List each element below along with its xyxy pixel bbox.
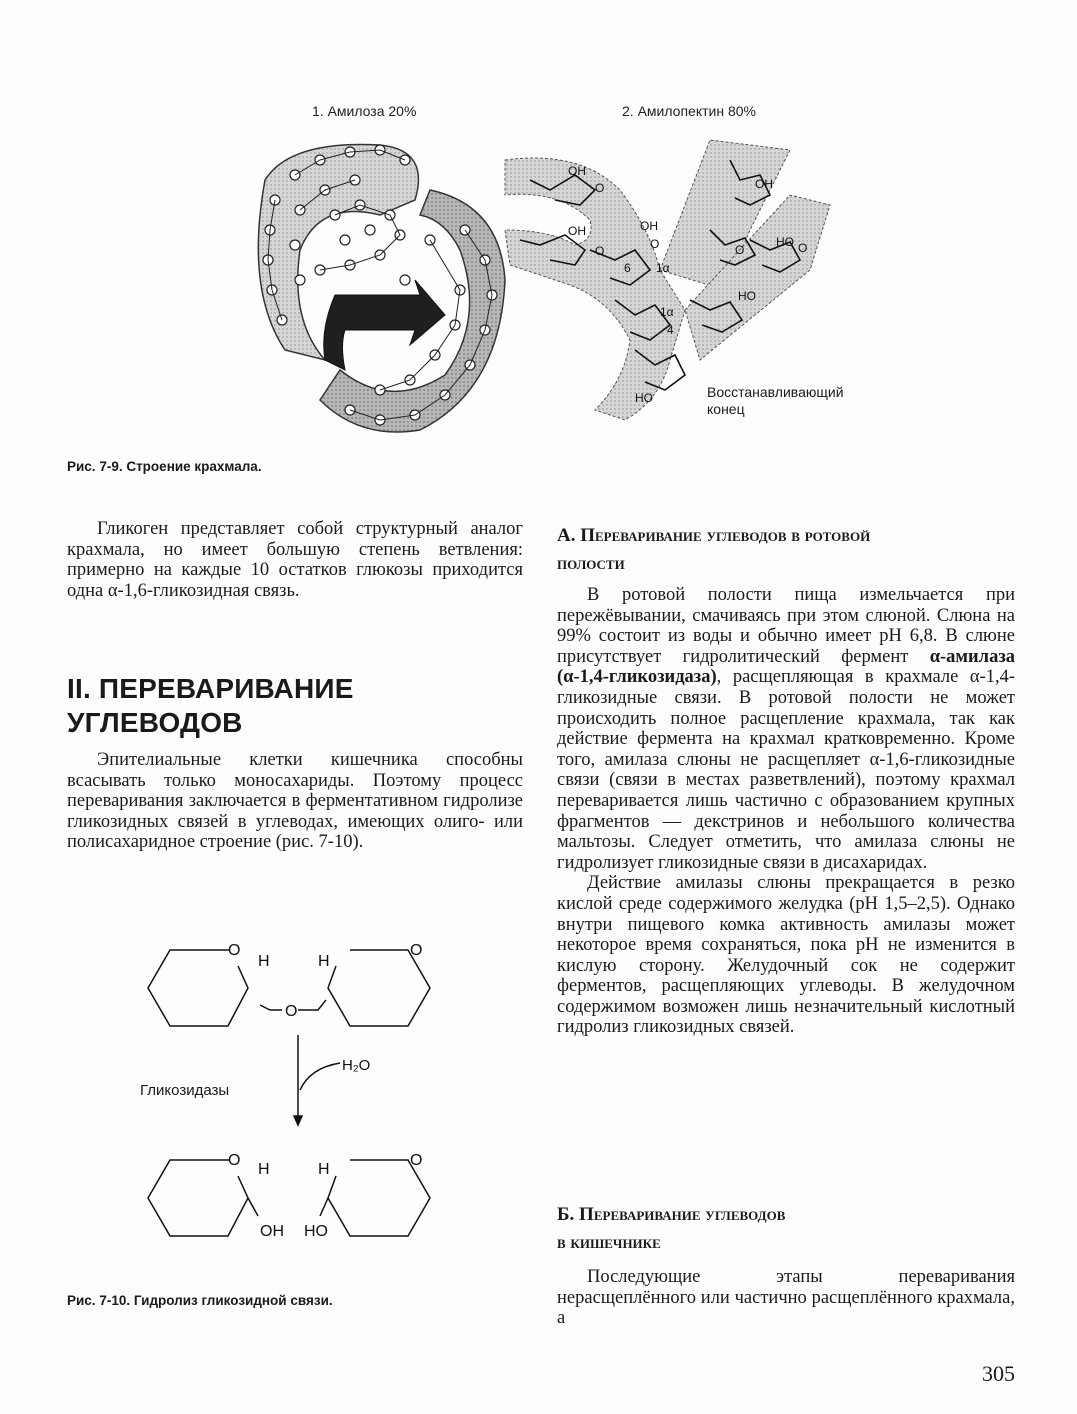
para-a1-end: , расщепляющая в крахмале α-1,4-гликозидные связи. В ротовой полости не может происходить полное расщепление крахмала, так как действие фермента на крахмал кратковременно. Кроме того, амилаза слюны не расщепляет α-1,6-гликозидные связи (связи в местах разветвлений), поэтому крахмал переваривается лишь частично с образованием крупных фрагментов — декстринов и небольшого количества мальтозы. Следует отметить, что амилаза слюны не гидролизует гликозидные связи в дисахаридах. [557,667,1015,873]
atom-one-alpha-1: 1α [656,261,670,275]
atom-oh-1: OH [568,164,586,178]
atom-oh-3: OH [640,219,658,233]
ho-label: HO [304,1223,328,1240]
left-paragraph-1 [67,519,523,601]
atom-oh-4: OH [755,177,773,191]
atom-o-2: O [595,244,605,258]
glycogen-paragraph: Гликоген представляет собой структурный аналог крахмала, но имеет большую степень ветвления: примерно на каждые 10 остатков глюкозы приходится одна α-1,6-гликозидная связь. [67,519,523,601]
atom-ho-2: HO [738,289,756,303]
section-title [67,672,523,740]
subsection-b-title [557,1201,1017,1257]
epithelial-paragraph: Эпителиальные клетки кишечника способны всасывать только моносахариды. Поэтому процесс переваривания заключается в ферментативном гидролизе гликозидных связей в углеводах, имеющих олиго- или полисахаридное строение (рис. 7-10). [67,750,523,853]
amylose-label: 1. Амилоза 20% [312,103,417,119]
atom-oh-2: OH [568,224,586,238]
atom-o-3: O [650,237,660,251]
reducing-end-line2: конец [707,401,745,417]
right-paragraph-b [557,1267,1015,1329]
intestine-paragraph: Последующие этапы переваривания нерасщеплённого или частично расщеплённого крахмала, а [557,1267,1015,1329]
atom-six: 6 [624,261,631,275]
amylase-action-paragraph: Действие амилазы слюны прекращается в резко кислой среде содержимого желудка (рН 1,5–2,5). Однако внутри пищевого комка активность амилазы может некоторое время сохраняться, пока рН не изменится в кислую сторону. Желудочный сок не содержит ферментов, расщепляющих углеводы. В желудочном содержимом возможен лишь незначительный кислотный гидролиз гликозидных связей. [557,873,1015,1038]
amylopectin-branch [505,140,830,420]
atom-o-4: O [735,243,745,257]
oral-cavity-paragraph [557,585,1015,873]
subsection-a-line1: А. Переваривание углеводов в ротовой [557,525,871,546]
atom-one-alpha-2: 1α [660,305,674,319]
water-label: H₂O [342,1057,371,1074]
subsection-b-line2: в кишечнике [557,1232,661,1253]
section-title-line1: II. ПЕРЕВАРИВАНИЕ [67,673,354,704]
page-number: 305 [982,1361,1015,1386]
figure-7-9-caption: Рис. 7-9. Строение крахмала. [67,459,262,474]
subsection-a-line2: полости [557,553,625,574]
reaction-arrow [294,1035,340,1125]
left-paragraph-2 [67,750,523,853]
para-a1-start: В ротовой полости пища измельчается при пережёвывании, смачиваясь при этом слюной. Слюна на 99% состоит из воды и обычно имеет рН 6,8. В слюне присутствует гидролитический фермент [557,585,1015,667]
atom-o-5: O [798,241,808,255]
atom-four: 4 [667,323,674,337]
top-o-left: O [228,942,241,959]
bot-h-right: H [318,1161,330,1178]
top-h-right: H [318,953,330,970]
subsection-b-line1: Б. Переваривание углеводов [557,1204,786,1225]
bottom-rings [148,1160,430,1236]
alpha-amylase-term: α-амилаза (α-1,4-гликозидаза) [557,646,1015,688]
oh-label: OH [260,1223,284,1240]
section-title-line2: УГЛЕВОДОВ [67,707,243,738]
bot-h-left: H [258,1161,270,1178]
atom-ho-3: HO [635,391,653,405]
subsection-a-title [557,522,1017,578]
enzyme-label: Гликозидазы [140,1082,230,1099]
atom-ho-1: HO [776,235,794,249]
reducing-end-label [707,384,844,418]
atom-o-1: O [595,181,605,195]
top-o-right: O [410,942,423,959]
bot-o-left: O [228,1152,241,1169]
bridge-o: O [285,1003,298,1020]
reducing-end-line1: Восстанавливающий [707,384,844,400]
bot-o-right: O [410,1152,423,1169]
amylose-helix [258,144,505,432]
right-paragraphs-a [557,585,1015,1038]
top-h-left: H [258,953,270,970]
figure-7-10-caption: Рис. 7-10. Гидролиз гликозидной связи. [67,1293,333,1308]
amylopectin-label: 2. Амилопектин 80% [622,103,756,119]
